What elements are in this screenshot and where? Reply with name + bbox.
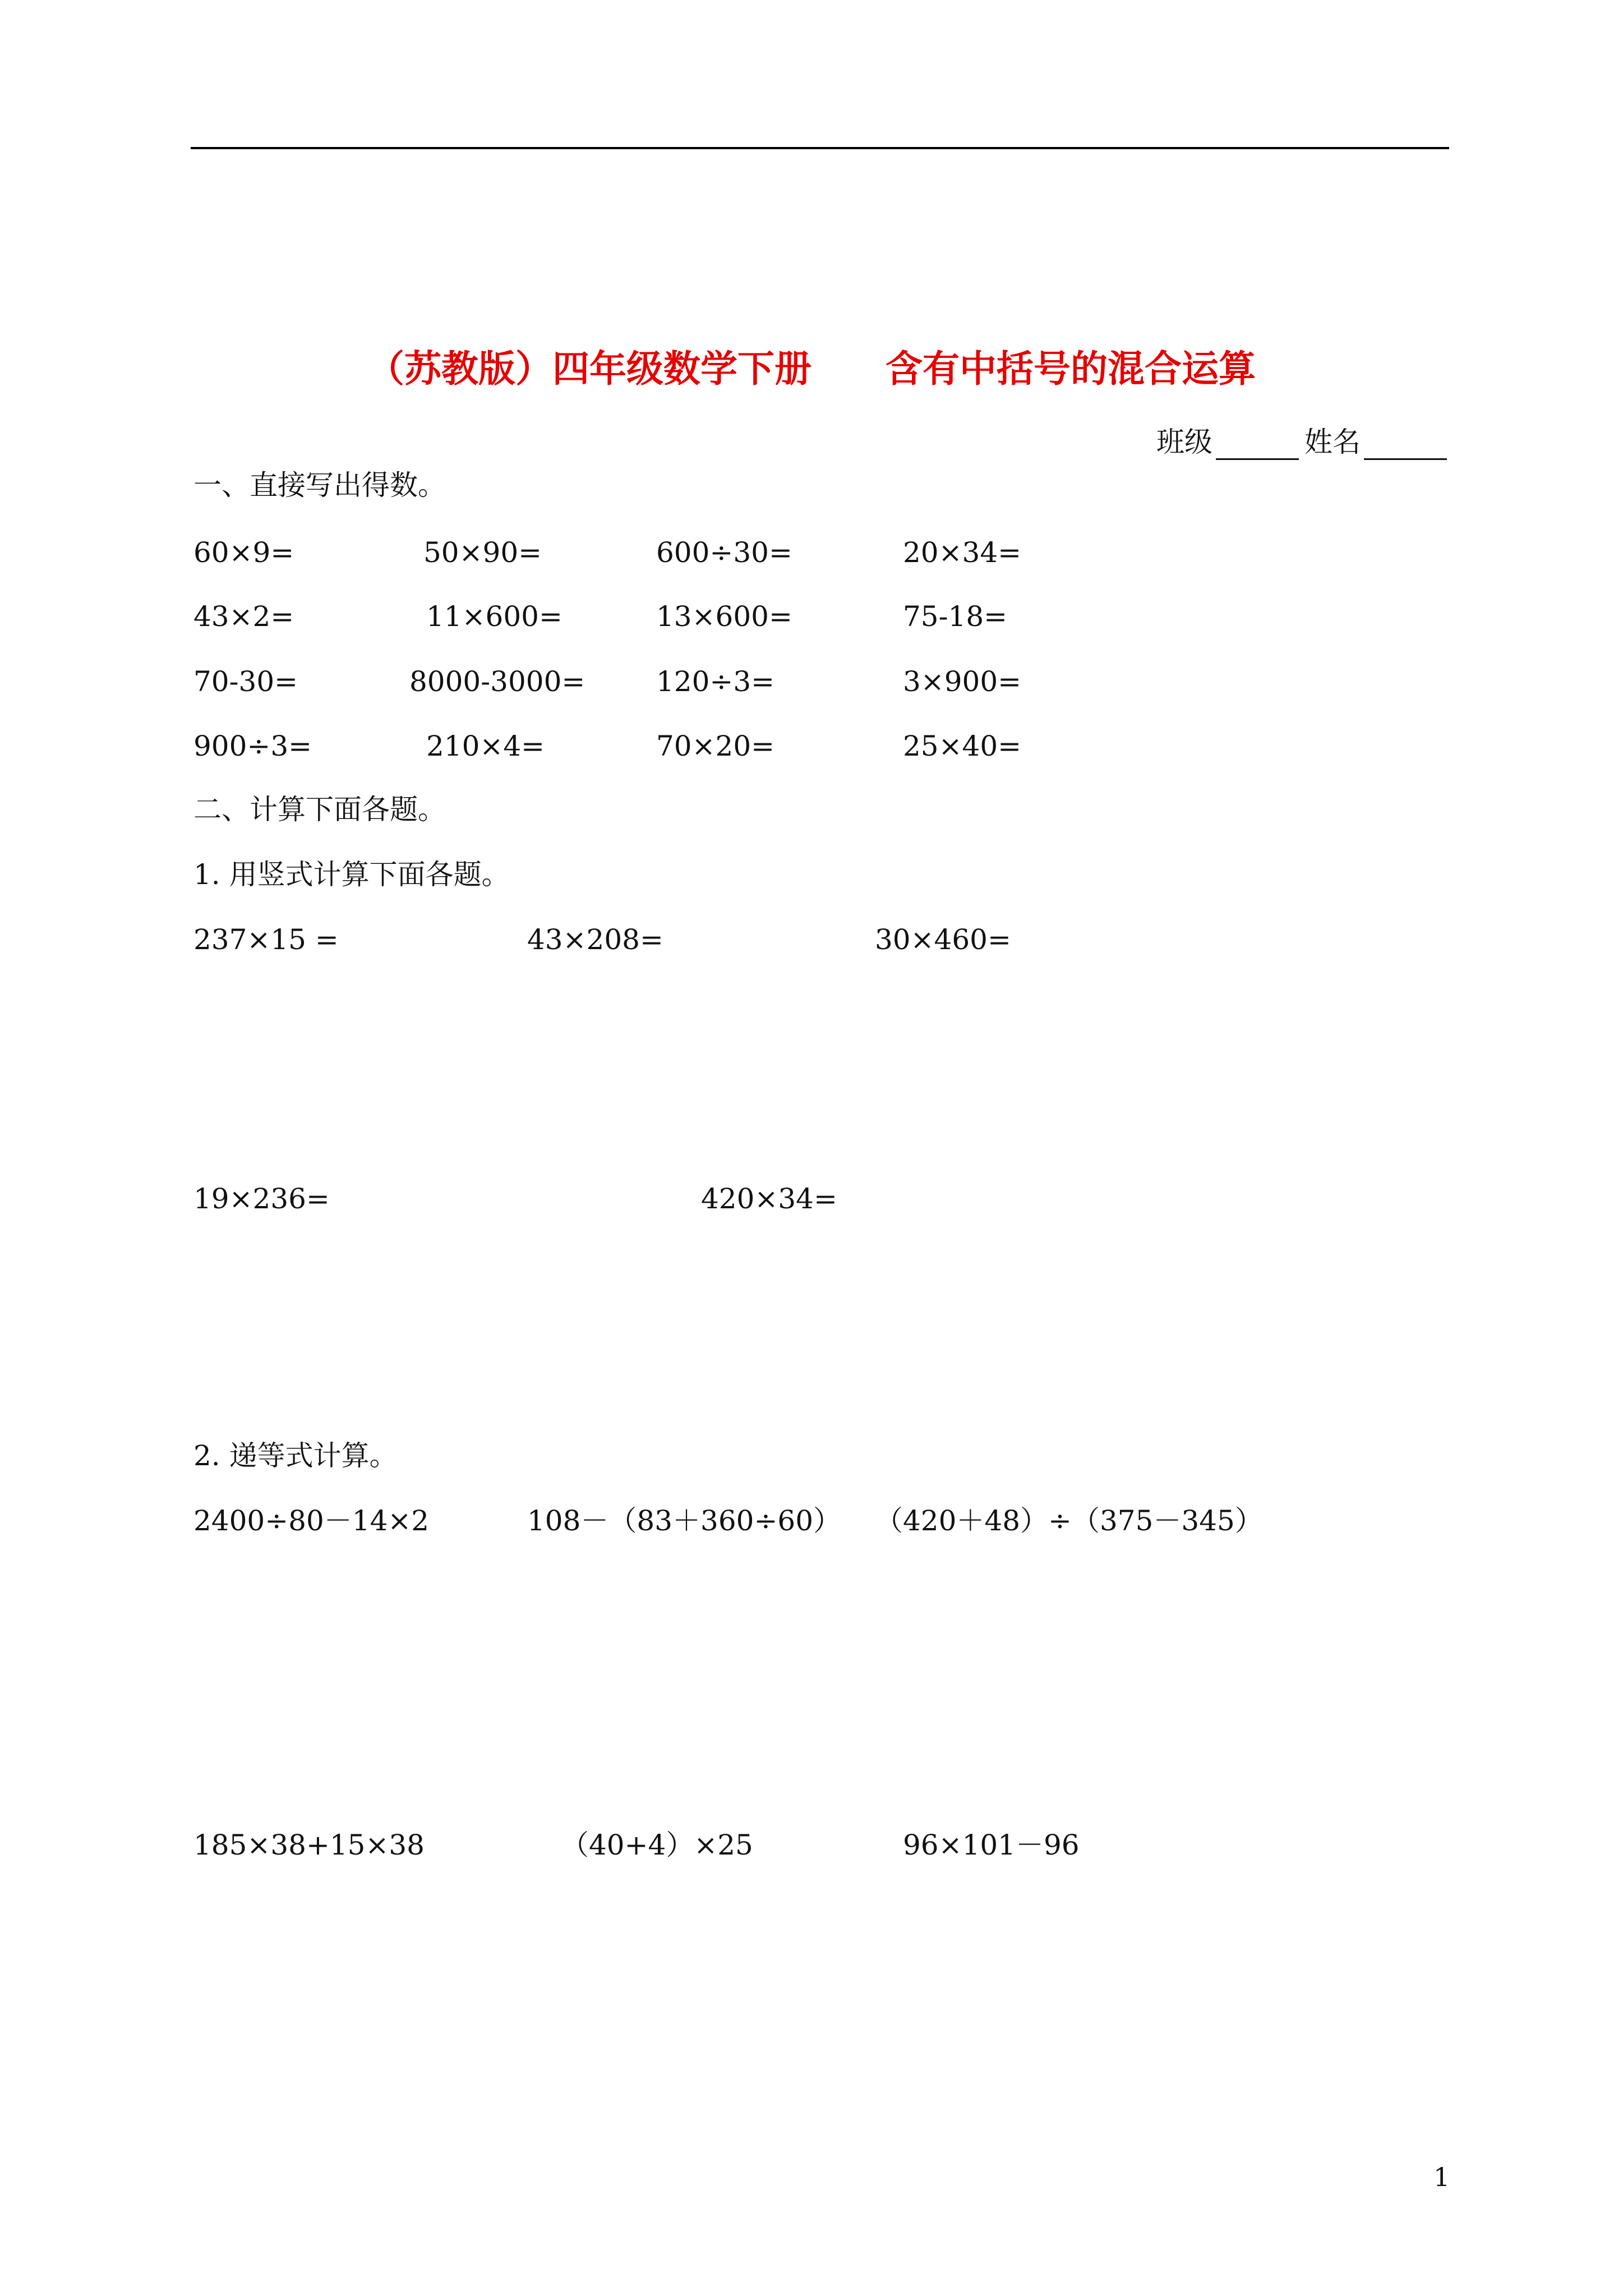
problem: 13×600= [656, 600, 792, 633]
problem: 900÷3= [193, 730, 312, 762]
problem: 20×34= [903, 536, 1022, 569]
vertical-problem: 237×15 = [193, 923, 339, 956]
vertical-problem: 43×208= [527, 923, 663, 956]
problem: 75-18= [903, 600, 1008, 633]
problem: 60×9= [193, 536, 294, 569]
problem: 43×2= [193, 600, 294, 633]
problem: 3×900= [903, 665, 1022, 698]
page-number: 1 [1433, 2162, 1450, 2192]
vertical-problem: 19×236= [193, 1182, 330, 1215]
stepwise-problem: 185×38+15×38 [193, 1829, 425, 1861]
part2-heading: 2. 递等式计算。 [193, 1439, 398, 1472]
problem: 120÷3= [656, 665, 775, 698]
problem: 11×600= [426, 600, 562, 633]
problem: 70-30= [193, 665, 298, 698]
stepwise-problem: 108－（83＋360÷60） [527, 1504, 842, 1537]
stepwise-problem: （420＋48）÷（375－345） [875, 1504, 1263, 1537]
part1-heading: 1. 用竖式计算下面各题。 [193, 858, 510, 891]
section1-heading: 一、直接写出得数。 [193, 469, 446, 501]
problem: 50×90= [423, 536, 542, 569]
section2-heading: 二、计算下面各题。 [193, 793, 446, 826]
stepwise-problem: 2400÷80－14×2 [193, 1504, 430, 1537]
header-rule [191, 147, 1449, 149]
vertical-problem: 420×34= [701, 1182, 837, 1215]
name-label: 姓名 [1304, 426, 1361, 458]
vertical-problem: 30×460= [875, 923, 1011, 956]
page-title: （苏教版）四年级数学下册 含有中括号的混合运算 [367, 347, 1256, 390]
stepwise-problem: 96×101－96 [903, 1829, 1080, 1861]
problem: 70×20= [656, 730, 775, 762]
class-blank[interactable] [1216, 434, 1299, 460]
name-blank[interactable] [1364, 434, 1447, 460]
problem: 25×40= [903, 730, 1022, 762]
problem: 8000-3000= [409, 665, 585, 698]
class-label: 班级 [1156, 426, 1212, 458]
stepwise-problem: （40+4）×25 [561, 1829, 753, 1861]
problem: 600÷30= [656, 536, 792, 569]
student-info [1156, 420, 1447, 460]
problem: 210×4= [426, 730, 545, 762]
